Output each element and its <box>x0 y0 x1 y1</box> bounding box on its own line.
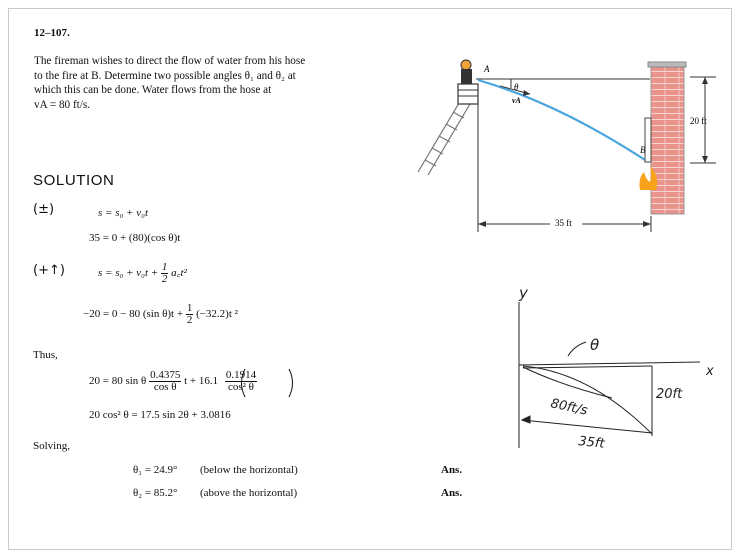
combined-eq-part-b: t + 16.1 <box>184 375 219 388</box>
sketch-angle: θ <box>590 336 600 354</box>
y-direction-sign: (+↑) <box>33 263 65 278</box>
theta1-result: θ₁ = 24.9° <box>133 464 178 476</box>
theta2-result: θ₂ = 85.2° <box>133 487 178 499</box>
problem-number: 12–107. <box>34 27 70 39</box>
theta1-note: (below the horizontal) <box>200 464 298 476</box>
x-equation-1: s = s₀ + v₀t <box>98 207 148 219</box>
combined-eq-frac2-num: 0.1914 <box>225 369 257 381</box>
label-B: B <box>640 145 646 155</box>
statement-line: vA = 80 ft/s. <box>34 98 91 111</box>
sketch-axis-y: y <box>519 284 528 302</box>
solving-label: Solving, <box>33 440 70 452</box>
dim-20ft: 20 ft <box>690 116 707 126</box>
statement-line: to the fire at B. Determine two possible angles θ₁ and θ₂ at <box>34 69 296 82</box>
final-equation: 20 cos² θ = 17.5 sin 2θ + 3.0816 <box>89 409 231 421</box>
y-eq1-lhs: s = s₀ + v₀t + <box>98 267 159 280</box>
combined-eq-frac1-den: cos θ <box>153 381 177 393</box>
thus-label: Thus, <box>33 349 58 361</box>
label-vA: vA <box>512 96 521 105</box>
answer-label-2: Ans. <box>441 487 463 499</box>
sketch-axis-x: x <box>706 364 714 379</box>
y-eq2-lhs: −20 = 0 − 80 (sin θ)t + <box>83 308 184 321</box>
combined-eq-part-a: 20 = 80 sin θ <box>89 375 147 388</box>
answer-label-1: Ans. <box>441 464 463 476</box>
statement-line: The fireman wishes to direct the flow of water from his hose <box>34 55 306 67</box>
y-eq1-frac-den: 2 <box>161 273 168 285</box>
label-theta: θ <box>514 82 519 92</box>
dim-35ft: 35 ft <box>555 218 572 228</box>
y-eq1-frac-num: 1 <box>161 261 168 273</box>
sketch-speed: 80ft/s <box>549 396 589 419</box>
combined-eq-frac1-num: 0.4375 <box>150 369 181 381</box>
y-eq2-frac-den: 2 <box>186 314 193 326</box>
y-eq2-frac-num: 1 <box>186 302 193 314</box>
statement-line: which this can be done. Water flows from the hose at <box>34 84 272 97</box>
x-direction-sign: (±) <box>33 202 55 217</box>
combined-eq-frac2-den: cos² θ <box>227 381 254 393</box>
solution-heading: SOLUTION <box>33 172 115 189</box>
label-A: A <box>484 64 490 74</box>
theta2-note: (above the horizontal) <box>200 487 298 499</box>
y-eq2-rhs: (−32.2)t ² <box>196 308 238 321</box>
x-equation-2: 35 = 0 + (80)(cos θ)t <box>89 232 181 244</box>
sketch-distance: 35ft <box>577 434 606 452</box>
sketch-height: 20ft <box>656 387 683 402</box>
y-eq1-rhs: a꜀t² <box>171 267 187 280</box>
